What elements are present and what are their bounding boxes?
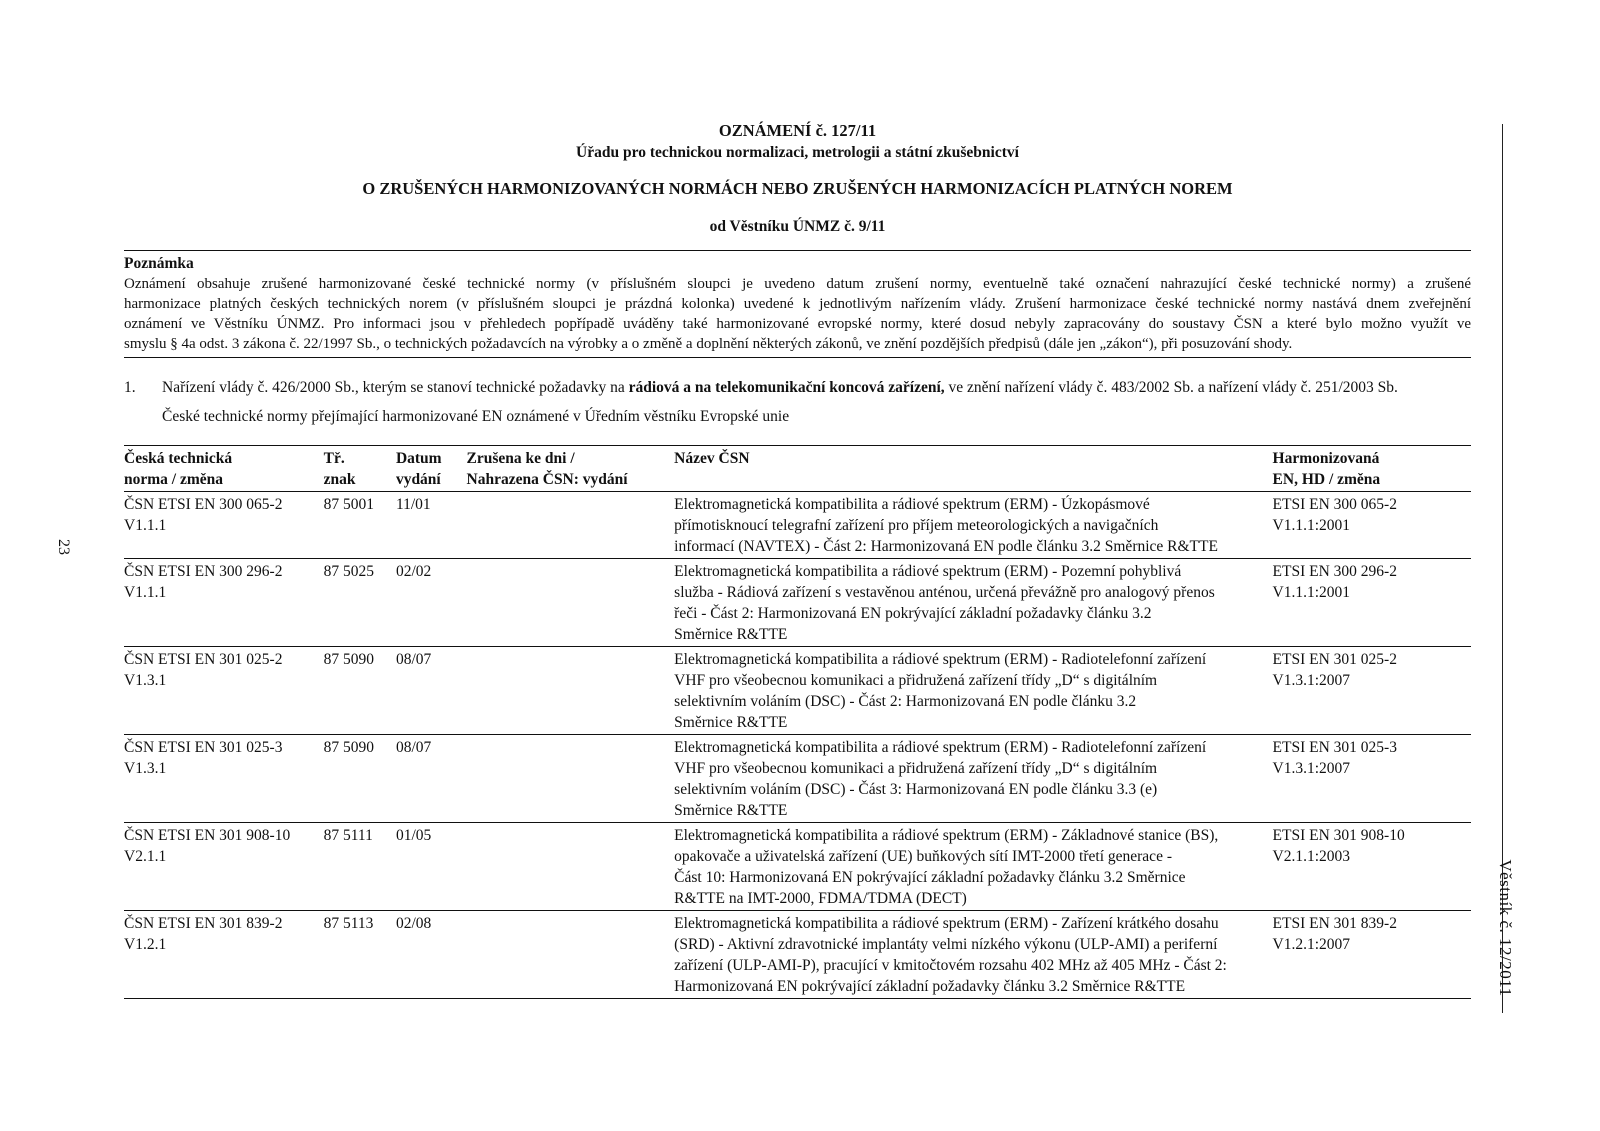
note-line: Oznámení obsahuje zrušené harmonizované české technické normy (v příslušném sloupci je uvedeno datum zrušení normy, eventuelně také označení nahrazující české technické normy) a zrušené (124, 276, 1471, 292)
note-line: harmonizace platných českých technických norem (v příslušném sloupci je prázdná kolonka) uvedené k jednotlivým nařízením vlády. Zrušení harmonizace české technické normy nastává dnem zveřejnění (124, 296, 1471, 312)
regulation-subheading: České technické normy přejímající harmonizované EN oznámené v Úředním věstníku Evropské unie (162, 408, 790, 425)
table-row (124, 647, 1471, 735)
page-number: 23 (55, 539, 72, 555)
note-title: Poznámka (124, 255, 194, 272)
regulation-text-bold: rádiová a na telekomunikační koncová zařízení, (628, 379, 945, 396)
table-row (124, 492, 1471, 559)
header-nazev: Název ČSN (674, 450, 750, 467)
cell-datum: 02/02 (395, 563, 432, 580)
cell-en: ETSI EN 301 839-2 V1.2.1:2007 (1272, 915, 1397, 953)
cell-datum: 01/05 (395, 827, 432, 844)
cell-zrusena (467, 911, 675, 999)
regulation-text-part: ve znění nařízení vlády č. 483/2002 Sb. a nařízení vlády č. 251/2003 Sb. (944, 379, 1398, 396)
cell-znak: 87 5090 (323, 739, 374, 756)
journal-issue-label: Věstník č. 12/2011 (1496, 859, 1515, 997)
cell-nazev: Elektromagnetická kompatibilita a rádiové spektrum (ERM) - Zařízení krátkého dosahu (SRD) - Aktivní zdravotnické implantáty velmi nízkého výkonu (ULP-AMI) a periferní zařízení (ULP-AMI-P), pracující v kmitočtovém rozsahu 402 MHz až 405 MHz - Část 2: Harmonizovaná EN pokrývající základní požadavky článku 3.2 Směrnice R&TTE (674, 915, 1227, 995)
cell-zrusena (467, 823, 675, 911)
document-content (124, 120, 1471, 999)
table-row (124, 823, 1471, 911)
cell-nazev: Elektromagnetická kompatibilita a rádiové spektrum (ERM) - Úzkopásmové přímotisknoucí telegrafní zařízení pro příjem meteorologických a navigačních informací (NAVTEX) - Část 2: Harmonizovaná EN podle článku 3.2 Směrnice R&TTE (674, 496, 1218, 555)
cell-nazev: Elektromagnetická kompatibilita a rádiové spektrum (ERM) - Radiotelefonní zařízení VHF pro všeobecnou komunikaci a přidružená zařízení třídy „D“ s digitálním selektivním voláním (DSC) - Část 2: Harmonizovaná EN podle článku 3.2 Směrnice R&TTE (674, 651, 1207, 731)
header-en: Harmonizovaná EN, HD / změna (1272, 450, 1381, 488)
note-bottom-rule (124, 357, 1471, 358)
regulation-text (162, 378, 1471, 398)
cell-znak: 87 5025 (323, 563, 374, 580)
note-text (124, 274, 1471, 354)
cell-en: ETSI EN 301 025-3 V1.3.1:2007 (1272, 739, 1397, 777)
header-datum: Datum vydání (395, 450, 442, 488)
cell-zrusena (467, 492, 675, 559)
cell-norma: ČSN ETSI EN 301 025-2 V1.3.1 (124, 651, 283, 689)
announcement-subtitle: Úřadu pro technickou normalizaci, metrologii a státní zkušebnictví (576, 144, 1019, 161)
cell-znak: 87 5001 (323, 496, 374, 513)
header-zrusena: Zrušena ke dni / Nahrazena ČSN: vydání (466, 450, 628, 488)
announcement-title: OZNÁMENÍ č. 127/11 (718, 121, 877, 140)
cell-znak: 87 5090 (323, 651, 374, 668)
announcement-source: od Věstníku ÚNMZ č. 9/11 (709, 218, 886, 235)
cell-en: ETSI EN 301 025-2 V1.3.1:2007 (1272, 651, 1397, 689)
table-header-row (124, 446, 1471, 492)
cell-norma: ČSN ETSI EN 300 065-2 V1.1.1 (124, 496, 283, 534)
cell-datum: 02/08 (395, 915, 432, 932)
table-row (124, 911, 1471, 999)
cell-zrusena (467, 735, 675, 823)
regulation-item (124, 378, 1471, 398)
cell-nazev: Elektromagnetická kompatibilita a rádiové spektrum (ERM) - Radiotelefonní zařízení VHF pro všeobecnou komunikaci a přidružená zařízení třídy „D“ s digitálním selektivním voláním (DSC) - Část 3: Harmonizovaná EN podle článku 3.3 (e) Směrnice R&TTE (674, 739, 1207, 819)
header-norma: Česká technická norma / změna (124, 450, 233, 488)
cell-norma: ČSN ETSI EN 301 908-10 V2.1.1 (124, 827, 291, 865)
regulation-number: 1. (124, 379, 136, 396)
table-row (124, 559, 1471, 647)
cell-zrusena (467, 559, 675, 647)
table-row (124, 735, 1471, 823)
cell-norma: ČSN ETSI EN 301 839-2 V1.2.1 (124, 915, 283, 953)
cell-en: ETSI EN 301 908-10 V2.1.1:2003 (1272, 827, 1405, 865)
cell-norma: ČSN ETSI EN 300 296-2 V1.1.1 (124, 563, 283, 601)
header-znak: Tř. znak (323, 450, 356, 488)
note-top-rule (124, 250, 1471, 251)
cell-znak: 87 5111 (323, 827, 373, 844)
cell-nazev: Elektromagnetická kompatibilita a rádiové spektrum (ERM) - Pozemní pohyblivá služba - Rádiová zařízení s vestavěnou anténou, určená převážně pro analogový přenos řeči - Část 2: Harmonizovaná EN pokrývající základní požadavky článku 3.2 Směrnice R&TTE (674, 563, 1215, 643)
cell-nazev: Elektromagnetická kompatibilita a rádiové spektrum (ERM) - Základnové stanice (BS), opakovače a uživatelská zařízení (UE) buňkových sítí IMT-2000 třetí generace - Část 10: Harmonizovaná EN pokrývající základní požadavky článku 3.2 Směrnice R&TTE na IMT-2000, FDMA/TDMA (DECT) (674, 827, 1219, 907)
cell-zrusena (467, 647, 675, 735)
note-line: oznámení ve Věstníku ÚNMZ. Pro informaci jsou v přehledech popřípadě uváděny také harmonizované evropské normy, které dosud nebyly zapracovány do soustavy ČSN a které bylo možno využít ve (124, 316, 1471, 332)
cell-en: ETSI EN 300 065-2 V1.1.1:2001 (1272, 496, 1397, 534)
cell-znak: 87 5113 (323, 915, 374, 932)
announcement-heading: O ZRUŠENÝCH HARMONIZOVANÝCH NORMÁCH NEBO ZRUŠENÝCH HARMONIZACÍCH PLATNÝCH NOREM (362, 179, 1233, 198)
cell-datum: 08/07 (395, 651, 432, 668)
standards-table (124, 445, 1471, 999)
cell-datum: 11/01 (395, 496, 431, 513)
cell-norma: ČSN ETSI EN 301 025-3 V1.3.1 (124, 739, 283, 777)
cell-datum: 08/07 (395, 739, 432, 756)
note-line: smyslu § 4a odst. 3 zákona č. 22/1997 Sb., o technických požadavcích na výrobky a o změně a doplnění některých zákonů, ve znění pozdějších předpisů (dále jen „zákon“), při posuzování shody. (124, 336, 1293, 352)
cell-en: ETSI EN 300 296-2 V1.1.1:2001 (1272, 563, 1397, 601)
regulation-text-part: Nařízení vlády č. 426/2000 Sb., kterým se stanoví technické požadavky na (162, 379, 629, 396)
